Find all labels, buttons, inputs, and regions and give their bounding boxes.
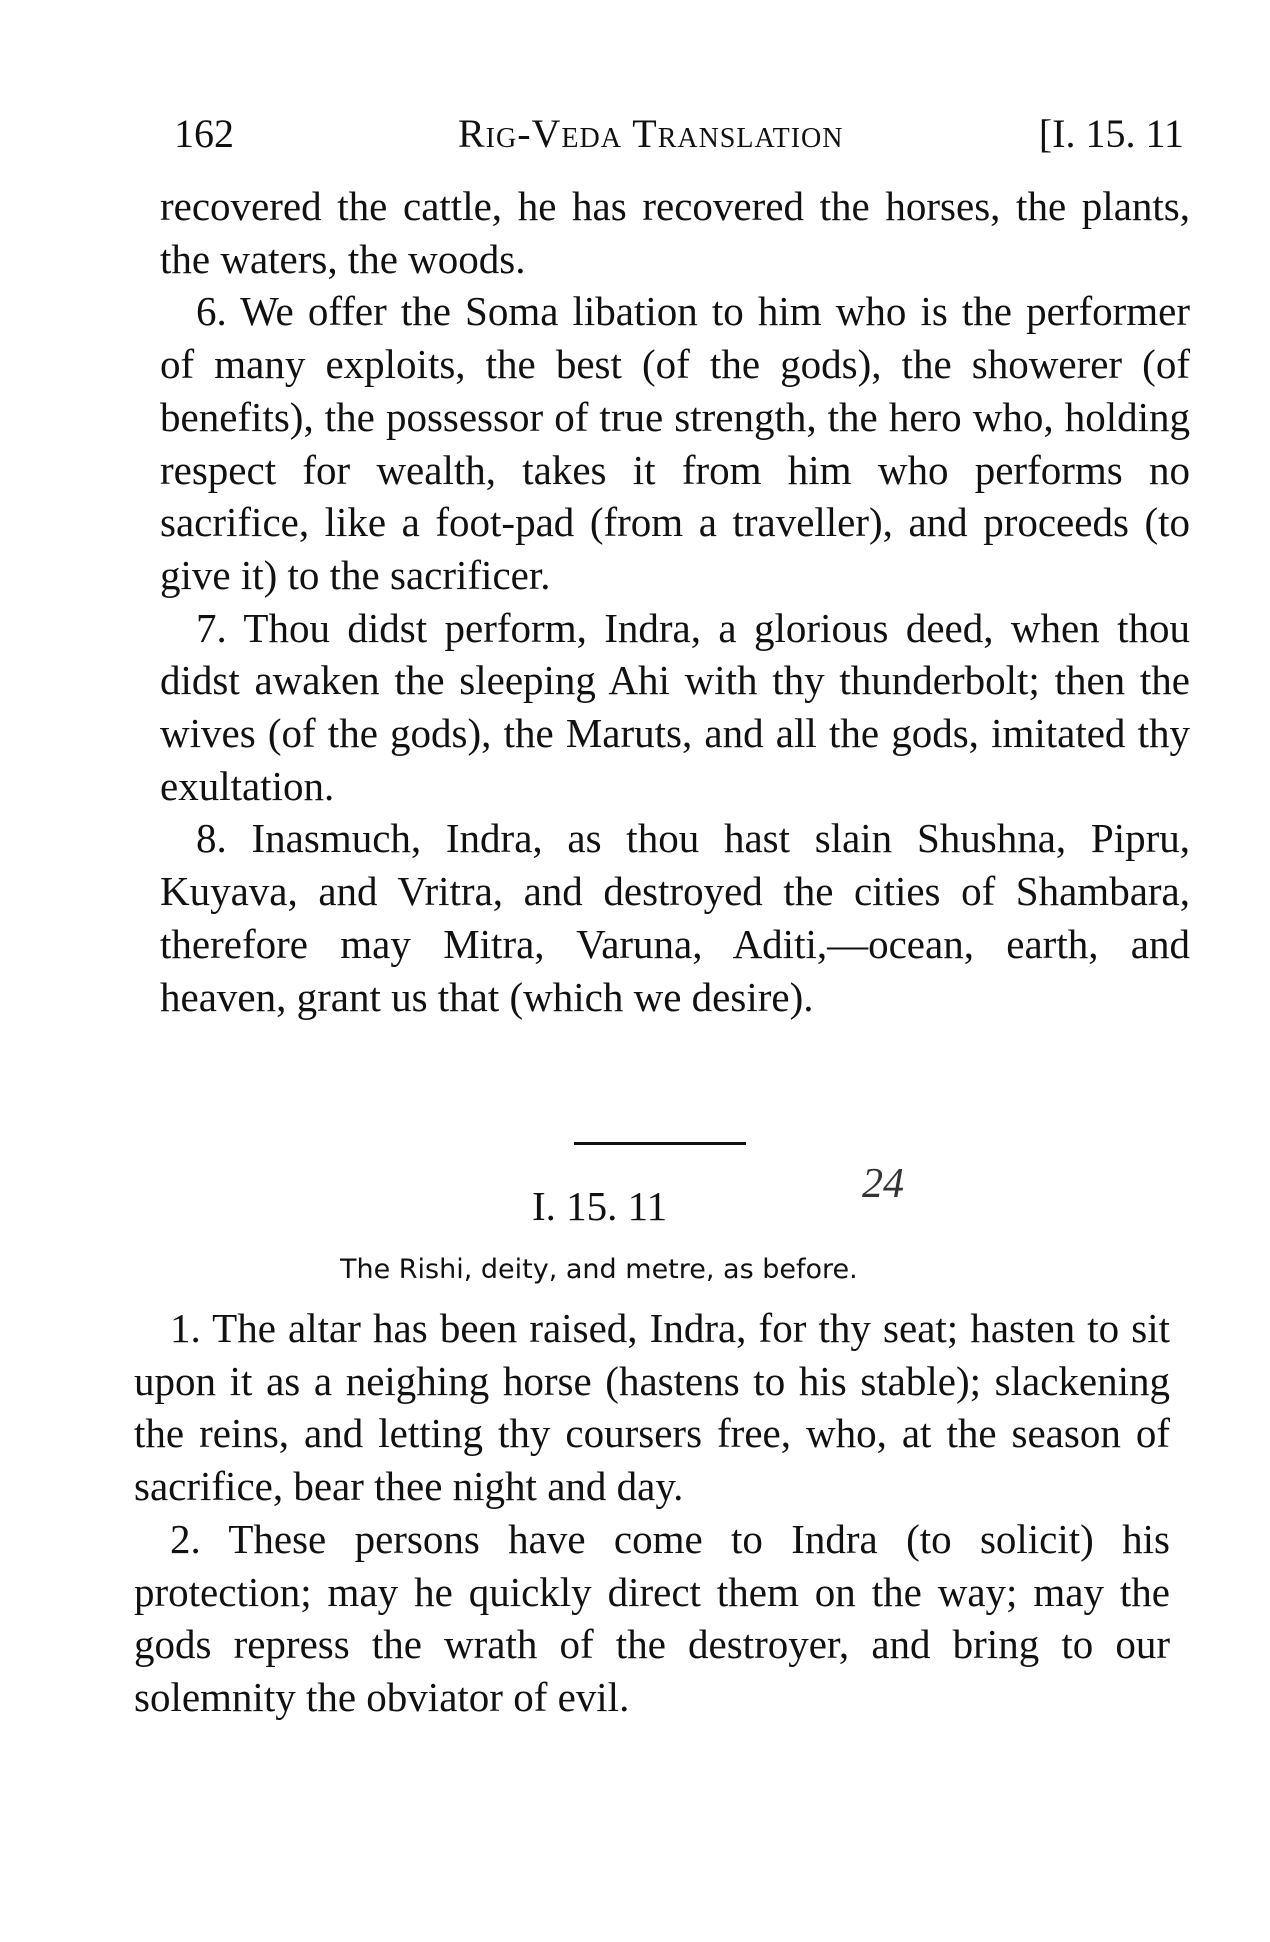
page-number: 162 [174,111,234,156]
section-divider [574,1142,746,1145]
lower-text-block [134,1302,1170,1724]
verse-2: 2. These persons have come to Indra (to solicit) his protection; may he quickly direct them on the way; may the gods repress the wrath of the destroyer, and bring to our solemnity the obviator of evil. [134,1515,1170,1720]
verse-6: 6. We offer the Soma libation to him who is the performer of many exploits, the best (of the gods), the showerer (of benefits), the possessor of true strength, the hero who, holding respect for wealth, takes it from him who performs no sacrifice, like a foot-pad (from a traveller), and proceeds (to give it) to the sacrificer. [160,288,1190,598]
handwritten-margin-note: 24 [862,1161,904,1207]
continuation-paragraph: recovered the cattle, he has recovered the horses, the plants, the waters, the woods. [160,183,1190,282]
verse-8: 8. Inasmuch, Indra, as thou hast slain Shushna, Pipru, Kuyava, and Vritra, and destroyed the cities of Shambara, therefore may Mitra, Varuna, Aditi,—ocean, earth, and heaven, grant us that (which we desire). [160,815,1190,1020]
verse-1: 1. The altar has been raised, Indra, for thy seat; hasten to sit upon it as a neighing horse (hastens to his stable); slackening the reins, and letting thy coursers free, who, at the season of sacrifice, bear thee night and day. [134,1305,1170,1510]
upper-text-block [160,180,1190,1023]
hymn-description: The Rishi, deity, and metre, as before. [340,1254,858,1285]
hymn-reference: [I. 15. 11 [1038,111,1184,156]
running-title: Rig-Veda Translation [458,111,844,156]
hymn-number: I. 15. 11 [532,1183,668,1229]
running-head [174,110,1184,170]
verse-7: 7. Thou didst perform, Indra, a glorious deed, when thou didst awaken the sleeping Ahi with thy thunderbolt; then the wives (of the gods), the Maruts, and all the gods, imitated thy exultation. [160,604,1190,809]
